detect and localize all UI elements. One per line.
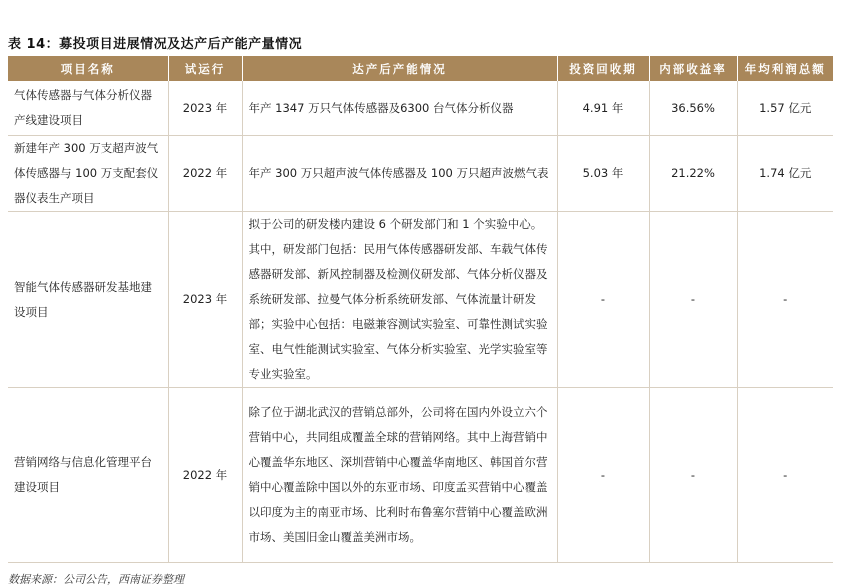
cell-trial-run: 2023 年 <box>168 81 242 136</box>
cell-payback: 5.03 年 <box>557 136 649 212</box>
cell-payback: - <box>557 388 649 563</box>
cell-payback: 4.91 年 <box>557 81 649 136</box>
cell-trial-run: 2022 年 <box>168 388 242 563</box>
header-irr: 内部收益率 <box>649 56 737 81</box>
data-source-note: 数据来源：公司公告，西南证券整理 <box>8 573 184 586</box>
table-row <box>8 136 833 212</box>
header-capacity: 达产后产能情况 <box>242 56 557 81</box>
cell-profit: 1.57 亿元 <box>737 81 833 136</box>
cell-capacity: 年产 300 万只超声波气体传感器及 100 万只超声波燃气表 <box>242 136 557 212</box>
table-row <box>8 212 833 388</box>
cell-profit: 1.74 亿元 <box>737 136 833 212</box>
cell-irr: - <box>649 212 737 388</box>
projects-table <box>8 56 833 563</box>
cell-profit: - <box>737 388 833 563</box>
cell-irr: 36.56% <box>649 81 737 136</box>
cell-capacity: 拟于公司的研发楼内建设 6 个研发部门和 1 个实验中心。其中，研发部门包括：民用气体传感器研发部、车载气体传感器研发部、新风控制器及检测仪研发部、气体分析仪器及系统研发部、拉曼气体分析系统研发部、气体流量计研发部；实验中心包括：电磁兼容测试实验室、可靠性测试实验室、电气性能测试实验室、气体分析实验室、光学实验室等专业实验室。 <box>242 212 557 388</box>
header-payback: 投资回收期 <box>557 56 649 81</box>
table-title: 表 14：募投项目进展情况及达产后产能产量情况 <box>8 37 303 52</box>
cell-irr: 21.22% <box>649 136 737 212</box>
cell-project-name: 新建年产 300 万支超声波气体传感器与 100 万支配套仪器仪表生产项目 <box>8 136 168 212</box>
cell-capacity: 除了位于湖北武汉的营销总部外，公司将在国内外设立六个营销中心，共同组成覆盖全球的营销网络。其中上海营销中心覆盖华东地区、深圳营销中心覆盖华南地区、韩国首尔营销中心覆盖除中国以外的东亚市场、印度孟买营销中心覆盖以印度为主的南亚市场、比利时布鲁塞尔营销中心覆盖欧洲市场、美国旧金山覆盖美洲市场。 <box>242 388 557 563</box>
table-row <box>8 388 833 563</box>
cell-irr: - <box>649 388 737 563</box>
cell-capacity: 年产 1347 万只气体传感器及6300 台气体分析仪器 <box>242 81 557 136</box>
cell-project-name: 营销网络与信息化管理平台建设项目 <box>8 388 168 563</box>
cell-project-name: 智能气体传感器研发基地建设项目 <box>8 212 168 388</box>
table-header-row <box>8 56 833 81</box>
header-project-name: 项目名称 <box>8 56 168 81</box>
cell-trial-run: 2023 年 <box>168 212 242 388</box>
cell-project-name: 气体传感器与气体分析仪器产线建设项目 <box>8 81 168 136</box>
cell-profit: - <box>737 212 833 388</box>
cell-payback: - <box>557 212 649 388</box>
header-profit: 年均利润总额 <box>737 56 833 81</box>
table-row <box>8 81 833 136</box>
cell-trial-run: 2022 年 <box>168 136 242 212</box>
header-trial-run: 试运行 <box>168 56 242 81</box>
